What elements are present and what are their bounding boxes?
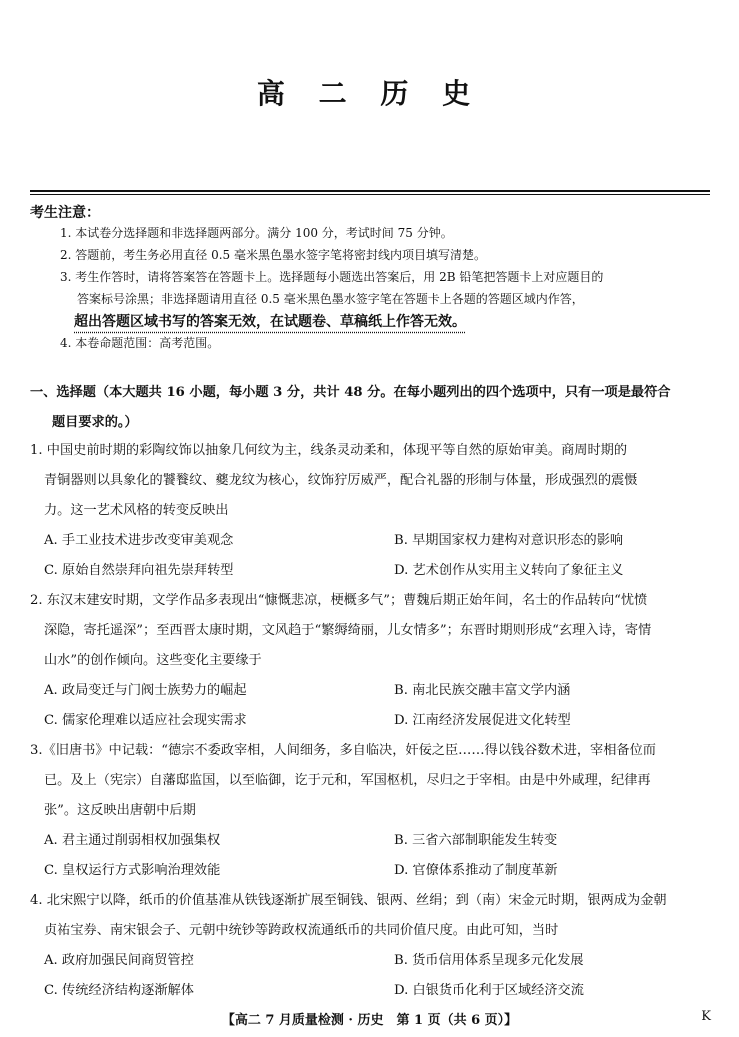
notice-item: 3. 考生作答时，请将答案答在答题卡上。选择题每小题选出答案后，用 2B 铅笔把答题卡上对应题目的 bbox=[60, 270, 604, 284]
question-stem-line: 力。这一艺术风格的转变反映出 bbox=[44, 503, 229, 518]
footer-code: K bbox=[701, 1009, 711, 1024]
option-c: C. 传统经济结构逐渐解体 bbox=[44, 983, 194, 998]
option-a: A. 政府加强民间商贸管控 bbox=[44, 953, 194, 968]
notice-item-continued: 答案标号涂黑；非选择题请用直径 0.5 毫米黑色墨水签字笔在答题卡上各题的答题区域内作答， bbox=[77, 292, 584, 306]
option-b: B. 三省六部制职能发生转变 bbox=[394, 833, 558, 848]
section-heading-line: 题目要求的。） bbox=[52, 415, 138, 430]
option-b: B. 货币信用体系呈现多元化发展 bbox=[394, 953, 584, 968]
question-stem-line: 3.《旧唐书》中记载：“德宗不委政宰相，人间细务，多自临决，奸佞之臣……得以钱谷数术进，宰相备位而 bbox=[30, 743, 656, 758]
question-stem-line: 深隐，寄托遥深”；至西晋太康时期，文风趋于“繁缛绮丽，儿女情多”；东晋时期则形成“玄理入诗，寄情 bbox=[44, 623, 652, 638]
question-stem-line: 张”。这反映出唐朝中后期 bbox=[44, 803, 196, 818]
notice-item: 1. 本试卷分选择题和非选择题两部分。满分 100 分，考试时间 75 分钟。 bbox=[60, 226, 453, 240]
question-4 bbox=[30, 886, 714, 1006]
option-a: A. 政局变迁与门阀士族势力的崛起 bbox=[44, 683, 247, 698]
option-d: D. 白银货币化利于区域经济交流 bbox=[394, 983, 584, 998]
exam-title: 高 二 历 史 bbox=[256, 77, 483, 110]
question-stem-line: 1. 中国史前时期的彩陶纹饰以抽象几何纹为主，线条灵动柔和，体现平等自然的原始审美。商周时期的 bbox=[30, 443, 628, 458]
option-d: D. 官僚体系推动了制度革新 bbox=[394, 863, 558, 878]
section-heading bbox=[30, 378, 720, 438]
header-rule-thin bbox=[30, 194, 710, 195]
notice-item: 4. 本卷命题范围：高考范围。 bbox=[60, 336, 220, 350]
question-2 bbox=[30, 586, 714, 736]
question-stem-line: 山水”的创作倾向。这些变化主要缘于 bbox=[44, 653, 262, 668]
question-3 bbox=[30, 736, 714, 886]
question-stem-line: 贞祐宝券、南宋银会子、元朝中统钞等跨政权流通纸币的共同价值尺度。由此可知，当时 bbox=[44, 923, 559, 938]
question-stem-line: 4. 北宋熙宁以降，纸币的价值基准从铁钱逐渐扩展至铜钱、银两、丝绢；到（南）宋金元时期，银两成为金朝 bbox=[30, 893, 667, 908]
option-b: B. 南北民族交融丰富文学内涵 bbox=[394, 683, 571, 698]
option-a: A. 手工业技术进步改变审美观念 bbox=[44, 533, 234, 548]
option-c: C. 皇权运行方式影响治理效能 bbox=[44, 863, 221, 878]
option-c: C. 儒家伦理难以适应社会现实需求 bbox=[44, 713, 247, 728]
option-c: C. 原始自然崇拜向祖先崇拜转型 bbox=[44, 563, 234, 578]
notice-heading: 考生注意： bbox=[30, 205, 100, 221]
question-stem-line: 青铜器则以具象化的饕餮纹、夔龙纹为核心，纹饰狞厉威严，配合礼器的形制与体量，形成强烈的震慑 bbox=[44, 473, 638, 488]
question-list bbox=[30, 436, 714, 1006]
section-heading-line: 一、选择题（本大题共 16 小题，每小题 3 分，共计 48 分。在每小题列出的四个选项中，只有一项是最符合 bbox=[30, 385, 671, 400]
page-footer: 【高二 7 月质量检测 · 历史 第 1 页（共 6 页）】 bbox=[221, 1013, 518, 1028]
option-b: B. 早期国家权力建构对意识形态的影响 bbox=[394, 533, 624, 548]
option-d: D. 艺术创作从实用主义转向了象征主义 bbox=[394, 563, 624, 578]
option-d: D. 江南经济发展促进文化转型 bbox=[394, 713, 571, 728]
option-a: A. 君主通过削弱相权加强集权 bbox=[44, 833, 221, 848]
question-stem-line: 已。及上（宪宗）自藩邸监国，以至临御，讫于元和，军国枢机，尽归之于宰相。由是中外咸理，纪律再 bbox=[44, 773, 651, 788]
notice-emphasis: 超出答题区域书写的答案无效，在试题卷、草稿纸上作答无效。 bbox=[74, 313, 466, 329]
notice-item: 2. 答题前，考生务必用直径 0.5 毫米黑色墨水签字笔将密封线内项目填写清楚。 bbox=[60, 248, 486, 262]
question-stem-line: 2. 东汉末建安时期，文学作品多表现出“慷慨悲凉，梗概多气”；曹魏后期正始年间，名士的作品转向“忧愤 bbox=[30, 593, 648, 608]
notice-list bbox=[60, 222, 712, 354]
header-rule-thick bbox=[30, 190, 710, 192]
question-1 bbox=[30, 436, 714, 586]
